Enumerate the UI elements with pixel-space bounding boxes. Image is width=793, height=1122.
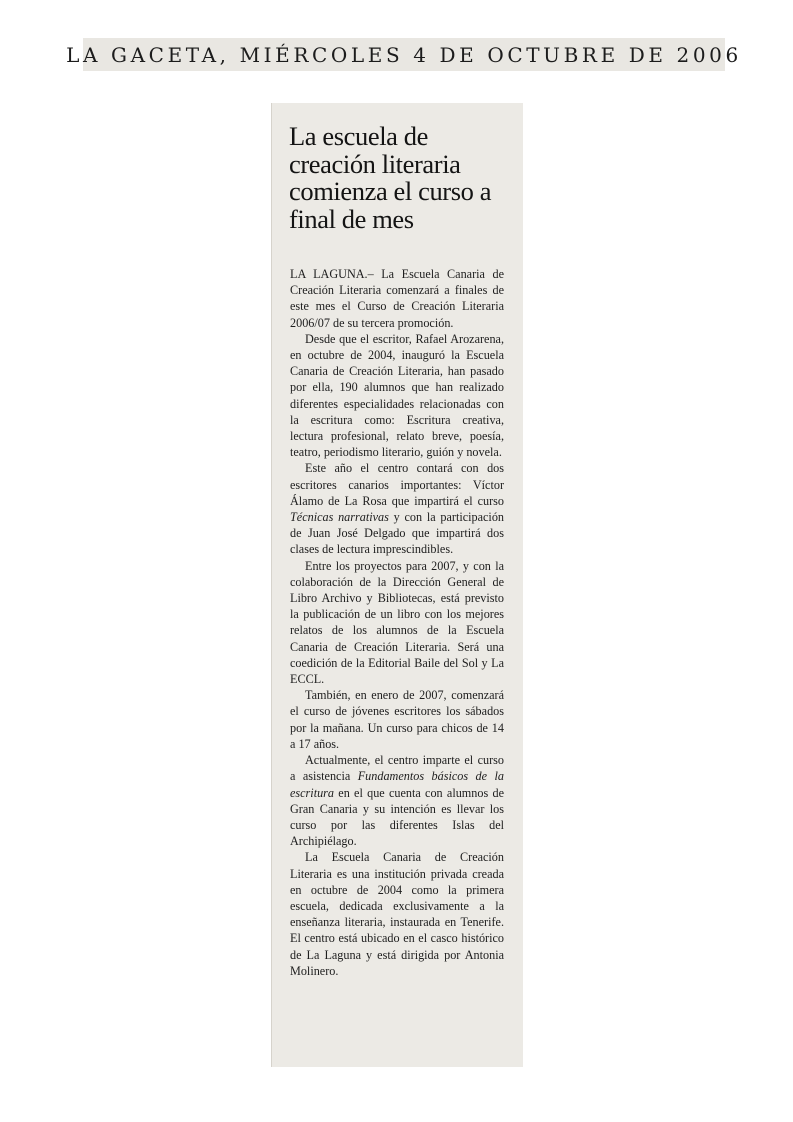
article-paragraph [290,266,504,331]
paragraph-text: Este año el centro contará con dos escritores canarios importantes: Víctor Álamo de La Rosa que impartirá el curso [290,461,504,508]
article-paragraph [290,687,504,752]
paragraph-text: y con la participación de Juan José Delgado que impartirá dos clases de lectura imprescindibles. [290,510,505,557]
article-paragraph [290,558,504,688]
article-paragraph [290,849,504,979]
newspaper-masthead [66,38,742,71]
article-paragraph [290,331,504,461]
paragraph-text: La Escuela Canaria de Creación Literaria es una institución privada creada en octubre de 2004 como la primera escuela, dedicada exclusivamente a la enseñanza literaria, instaurada en Tenerife. El centro está ubicado en el casco histórico de La Laguna y está dirigida por Antonia Molinero. [290,850,504,978]
paragraph-text: Entre los proyectos para 2007, y con la colaboración de la Dirección General de Libro Archivo y Bibliotecas, está previsto la publicación de un libro con los mejores relatos de los alumnos de la Escuela Canaria de Creación Literaria. Será una coedición de la Editorial Baile del Sol y La ECCL. [290,558,504,687]
course-title-italic: Fundamentos básicos de la escritura [290,769,504,800]
article-body [290,266,504,979]
article-paragraph [290,460,504,557]
article-headline: La escuela de creación literaria comienza el curso a final de mes [289,121,492,234]
paragraph-text: También, en enero de 2007, comenzará el curso de jóvenes escritores los sábados por la mañana. Un curso para chicos de 14 a 17 años. [290,688,504,751]
paragraph-text: Desde que el escritor, Rafael Arozarena, en octubre de 2004, inauguró la Escuela Canaria de Creación Literaria, han pasado por ella, 190 alumnos que han realizado diferentes especialidades relacionadas con la escritura como: Escritura creativa, lectura profesional, relato breve, poesía, teatro, periodismo literario, guión y novela. [290,331,504,460]
article-paragraph [290,752,504,849]
paragraph-text: Actualmente, el centro imparte el curso a asistencia [290,753,504,784]
masthead-title: LA GACETA, MIÉRCOLES 4 DE OCTUBRE DE 2006 [66,42,742,67]
news-clipping [271,103,523,1067]
paragraph-text: en el que cuenta con alumnos de Gran Canaria y su intención es llevar los curso por las diferentes Islas del Archipiélago. [290,785,504,849]
paragraph-text: LA LAGUNA.– La Escuela Canaria de Creación Literaria comenzará a finales de este mes el Curso de Creación Literaria 2006/07 de su tercera promoción. [290,267,504,330]
course-title-italic: Técnicas narrativas [290,510,389,525]
